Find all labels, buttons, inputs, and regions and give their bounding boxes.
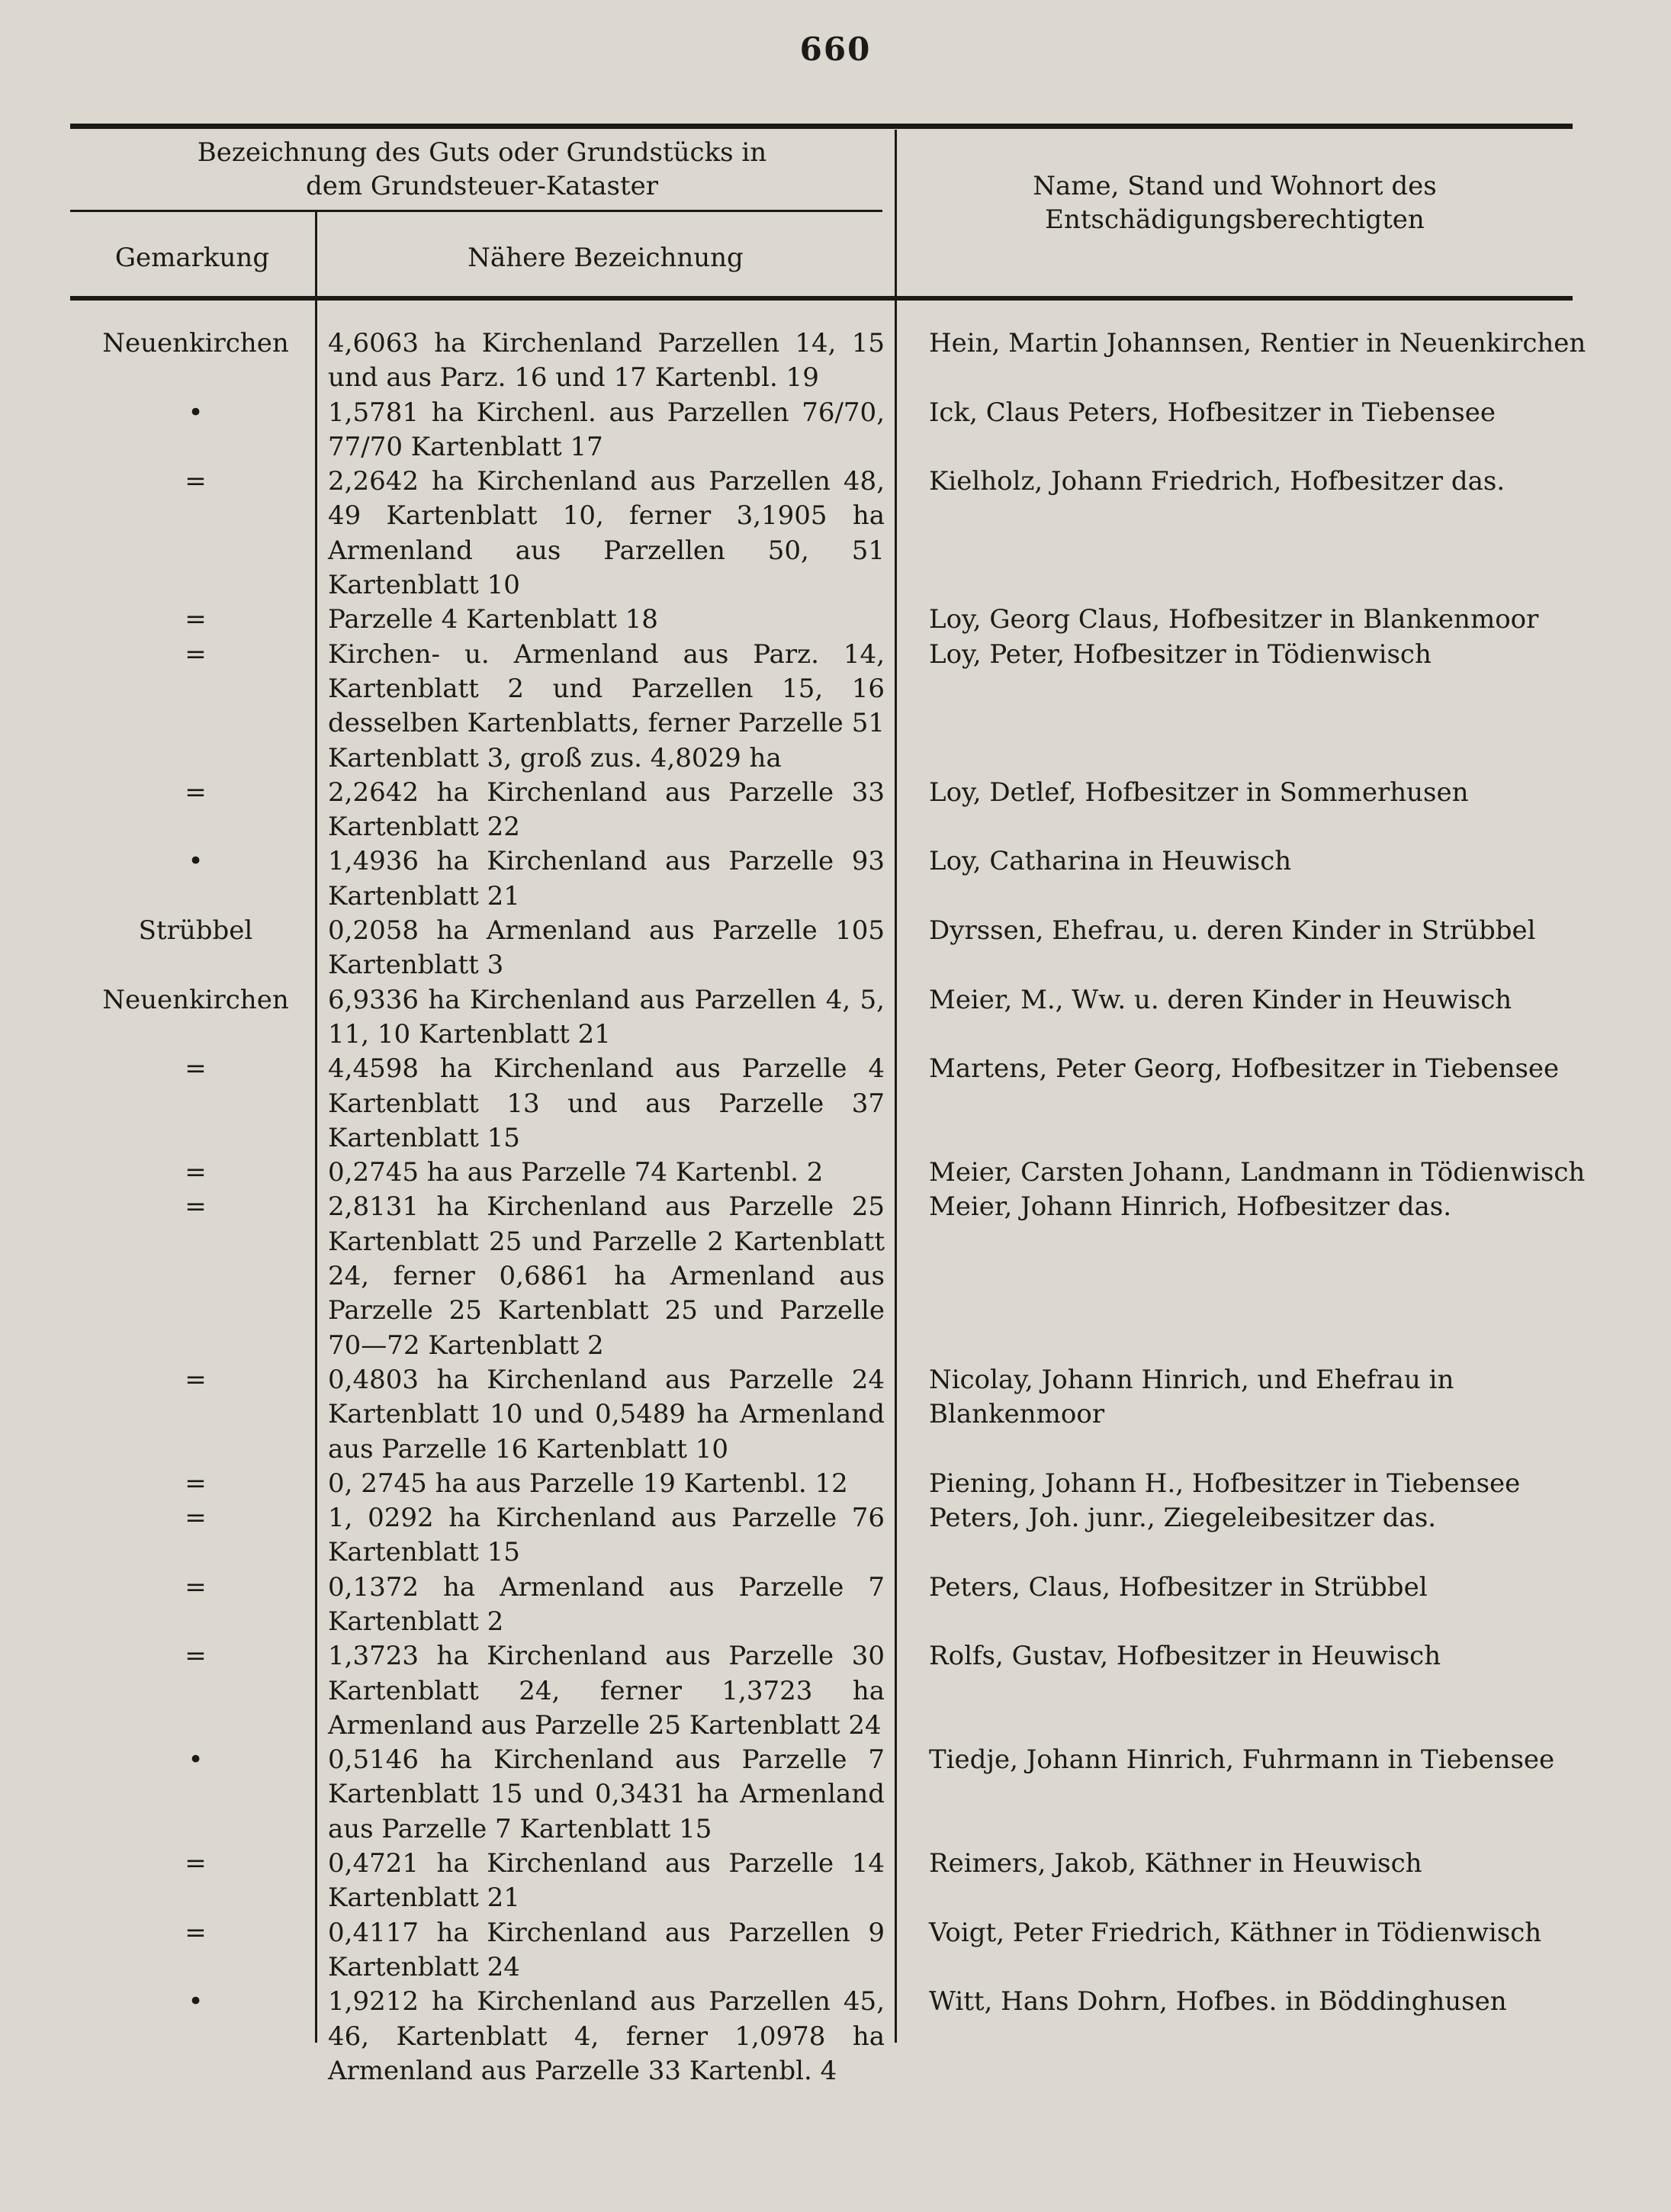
bezeichnung-cell: 1,3723 ha Kirchenland aus Parzelle 30 Kartenblatt 24, ferner 1,3723 ha Armenland aus Parzelle 25 Kartenblatt 24 (328, 1641, 885, 1741)
gemarkung-cell: • (188, 397, 204, 428)
name-cell: Kielholz, Johann Friedrich, Hofbesitzer das. (929, 466, 1506, 497)
name-cell: Loy, Detlef, Hofbesitzer in Sommerhusen (929, 776, 1469, 808)
gemarkung-cell: = (185, 1571, 207, 1603)
header-naehere-bezeichnung: Nähere Bezeichnung (468, 243, 744, 273)
name-cell: Hein, Martin Johannsen, Rentier in Neuenkirchen (929, 328, 1586, 358)
bezeichnung-cell: 0,4117 ha Kirchenland aus Parzellen 9 Kartenblatt 24 (328, 1917, 885, 1982)
bezeichnung-cell: 0, 2745 ha aus Parzelle 19 Kartenbl. 12 (328, 1468, 848, 1499)
bezeichnung-cell: 4,6063 ha Kirchenland Parzellen 14, 15 und aus Parz. 16 und 17 Kartenbl. 19 (328, 328, 885, 394)
bezeichnung-cell: 0,5146 ha Kirchenland aus Parzelle 7 Kartenblatt 15 und 0,3431 ha Armenland aus Parzelle 7 Kartenblatt 15 (328, 1744, 885, 1844)
table-row (72, 1467, 1590, 1501)
gemarkung-cell: = (185, 604, 207, 635)
name-cell: Martens, Peter Georg, Hofbesitzer in Tiebensee (929, 1053, 1560, 1085)
table-row (72, 1156, 1590, 1190)
name-cell: Tiedje, Johann Hinrich, Fuhrmann in Tiebensee (929, 1744, 1555, 1776)
bezeichnung-cell: 0,1372 ha Armenland aus Parzelle 7 Kartenblatt 2 (328, 1571, 885, 1637)
table-row (72, 465, 1590, 603)
header-col3-line1: Name, Stand und Wohnort des (1033, 171, 1437, 201)
table-row (72, 1363, 1590, 1467)
bezeichnung-cell: Kirchen- u. Armenland aus Parz. 14, Kartenblatt 2 und Parzellen 15, 16 desselben Kartenblatts, ferner Parzelle 51 Kartenblatt 3, groß zus. 4,8029 ha (328, 638, 885, 773)
table-row (72, 1190, 1590, 1362)
name-cell: Loy, Peter, Hofbesitzer in Tödienwisch (929, 638, 1432, 670)
gemarkung-cell: = (185, 1053, 207, 1085)
table-row (72, 1639, 1590, 1743)
table-body (72, 326, 1590, 2088)
bezeichnung-cell: 2,8131 ha Kirchenland aus Parzelle 25 Kartenblatt 25 und Parzelle 2 Kartenblatt 24, ferner 0,6861 ha Armenland aus Parzelle 25 Kartenblatt 25 und Parzelle 70—72 Kartenblatt 2 (328, 1191, 885, 1361)
name-cell: Peters, Claus, Hofbesitzer in Strübbel (929, 1571, 1428, 1603)
table-row (72, 603, 1590, 637)
header-group-title (70, 136, 894, 203)
name-cell: Peters, Joh. junr., Ziegeleibesitzer das. (929, 1503, 1437, 1534)
bezeichnung-cell: 0,2745 ha aus Parzelle 74 Kartenbl. 2 (328, 1157, 824, 1188)
name-cell: Meier, Carsten Johann, Landmann in Tödienwisch (929, 1157, 1586, 1188)
bezeichnung-cell: 1,9212 ha Kirchenland aus Parzellen 45, 46, Kartenblatt 4, ferner 1,0978 ha Armenland aus Parzelle 33 Kartenbl. 4 (328, 1986, 885, 2086)
header-group-line2: dem Grundsteuer-Kataster (306, 171, 658, 201)
bezeichnung-cell: 1,5781 ha Kirchenl. aus Parzellen 76/70, 77/70 Kartenblatt 17 (328, 397, 885, 462)
gemarkung-cell: = (185, 1503, 207, 1534)
gemarkung-cell: • (188, 1986, 204, 2017)
table-row (72, 1571, 1590, 1640)
name-cell: Witt, Hans Dohrn, Hofbes. in Böddinghusen (929, 1986, 1507, 2017)
gemarkung-cell: • (188, 1744, 204, 1776)
gemarkung-cell: • (188, 846, 204, 877)
gemarkung-cell: = (185, 1364, 207, 1395)
header-group-line1: Bezeichnung des Guts oder Grundstücks in (197, 137, 767, 168)
table-row (72, 776, 1590, 845)
table-row (72, 1052, 1590, 1156)
table-row (72, 1501, 1590, 1571)
gemarkung-cell: Neuenkirchen (102, 328, 289, 358)
group-divider (70, 210, 882, 212)
top-rule (70, 124, 1573, 129)
gemarkung-cell: = (185, 1848, 207, 1879)
bezeichnung-cell: 2,2642 ha Kirchenland aus Parzelle 33 Kartenblatt 22 (328, 776, 885, 843)
name-cell: Ick, Claus Peters, Hofbesitzer in Tiebensee (929, 397, 1496, 428)
gemarkung-cell: = (185, 1468, 207, 1499)
name-cell: Dyrssen, Ehefrau, u. deren Kinder in Strübbel (929, 915, 1536, 947)
gemarkung-cell: = (185, 1641, 207, 1672)
name-cell: Piening, Johann H., Hofbesitzer in Tiebensee (929, 1468, 1521, 1499)
bezeichnung-cell: 0,4721 ha Kirchenland aus Parzelle 14 Kartenblatt 21 (328, 1848, 885, 1914)
table-row (72, 326, 1590, 396)
bezeichnung-cell: 1, 0292 ha Kirchenland aus Parzelle 76 Kartenblatt 15 (328, 1503, 885, 1568)
gemarkung-cell: = (185, 1157, 207, 1188)
gemarkung-cell: = (185, 776, 207, 808)
gemarkung-cell: Neuenkirchen (102, 984, 289, 1015)
bezeichnung-cell: 1,4936 ha Kirchenland aus Parzelle 93 Kartenblatt 21 (328, 846, 885, 911)
header-bottom-rule (70, 296, 1573, 301)
table-row (72, 638, 1590, 776)
header-name-stand-wohnort (897, 169, 1573, 236)
bezeichnung-cell: 4,4598 ha Kirchenland aus Parzelle 4 Kartenblatt 13 und aus Parzelle 37 Kartenblatt 15 (328, 1053, 885, 1153)
gemarkung-cell: Strübbel (138, 915, 253, 947)
bezeichnung-cell: 6,9336 ha Kirchenland aus Parzellen 4, 5, 11, 10 Kartenblatt 21 (328, 984, 885, 1050)
header-gemarkung: Gemarkung (114, 243, 270, 273)
name-cell: Rolfs, Gustav, Hofbesitzer in Heuwisch (929, 1641, 1441, 1672)
table-row (72, 396, 1590, 465)
gemarkung-cell: = (185, 638, 207, 670)
table-row (72, 1916, 1590, 1985)
name-cell: Loy, Georg Claus, Hofbesitzer in Blankenmoor (929, 604, 1539, 635)
name-cell: Voigt, Peter Friedrich, Käthner in Tödienwisch (929, 1917, 1542, 1948)
table-row (72, 1985, 1590, 2088)
table-row (72, 1847, 1590, 1916)
name-cell: Loy, Catharina in Heuwisch (929, 846, 1292, 877)
table-row (72, 844, 1590, 914)
name-cell: Meier, M., Ww. u. deren Kinder in Heuwisch (929, 984, 1512, 1015)
page-number: 660 (799, 31, 872, 68)
bezeichnung-cell: Parzelle 4 Kartenblatt 18 (328, 604, 658, 635)
gemarkung-cell: = (185, 466, 207, 497)
bezeichnung-cell: 2,2642 ha Kirchenland aus Parzellen 48, 49 Kartenblatt 10, ferner 3,1905 ha Armenland aus Parzellen 50, 51 Kartenblatt 10 (328, 466, 885, 601)
bezeichnung-cell: 0,4803 ha Kirchenland aus Parzelle 24 Kartenblatt 10 und 0,5489 ha Armenland aus Parzelle 16 Kartenblatt 10 (328, 1364, 885, 1464)
name-cell: Reimers, Jakob, Käthner in Heuwisch (929, 1848, 1422, 1879)
table-row (72, 1743, 1590, 1847)
table-row (72, 983, 1590, 1053)
gemarkung-cell: = (185, 1191, 207, 1223)
table-row (72, 914, 1590, 983)
gemarkung-cell: = (185, 1917, 207, 1948)
header-col3-line2: Entschädigungsberechtigten (1045, 204, 1425, 235)
name-cell: Meier, Johann Hinrich, Hofbesitzer das. (929, 1191, 1451, 1223)
bezeichnung-cell: 0,2058 ha Armenland aus Parzelle 105 Kartenblatt 3 (328, 915, 885, 981)
name-cell: Nicolay, Johann Hinrich, und Ehefrau in Blankenmoor (929, 1364, 1454, 1430)
